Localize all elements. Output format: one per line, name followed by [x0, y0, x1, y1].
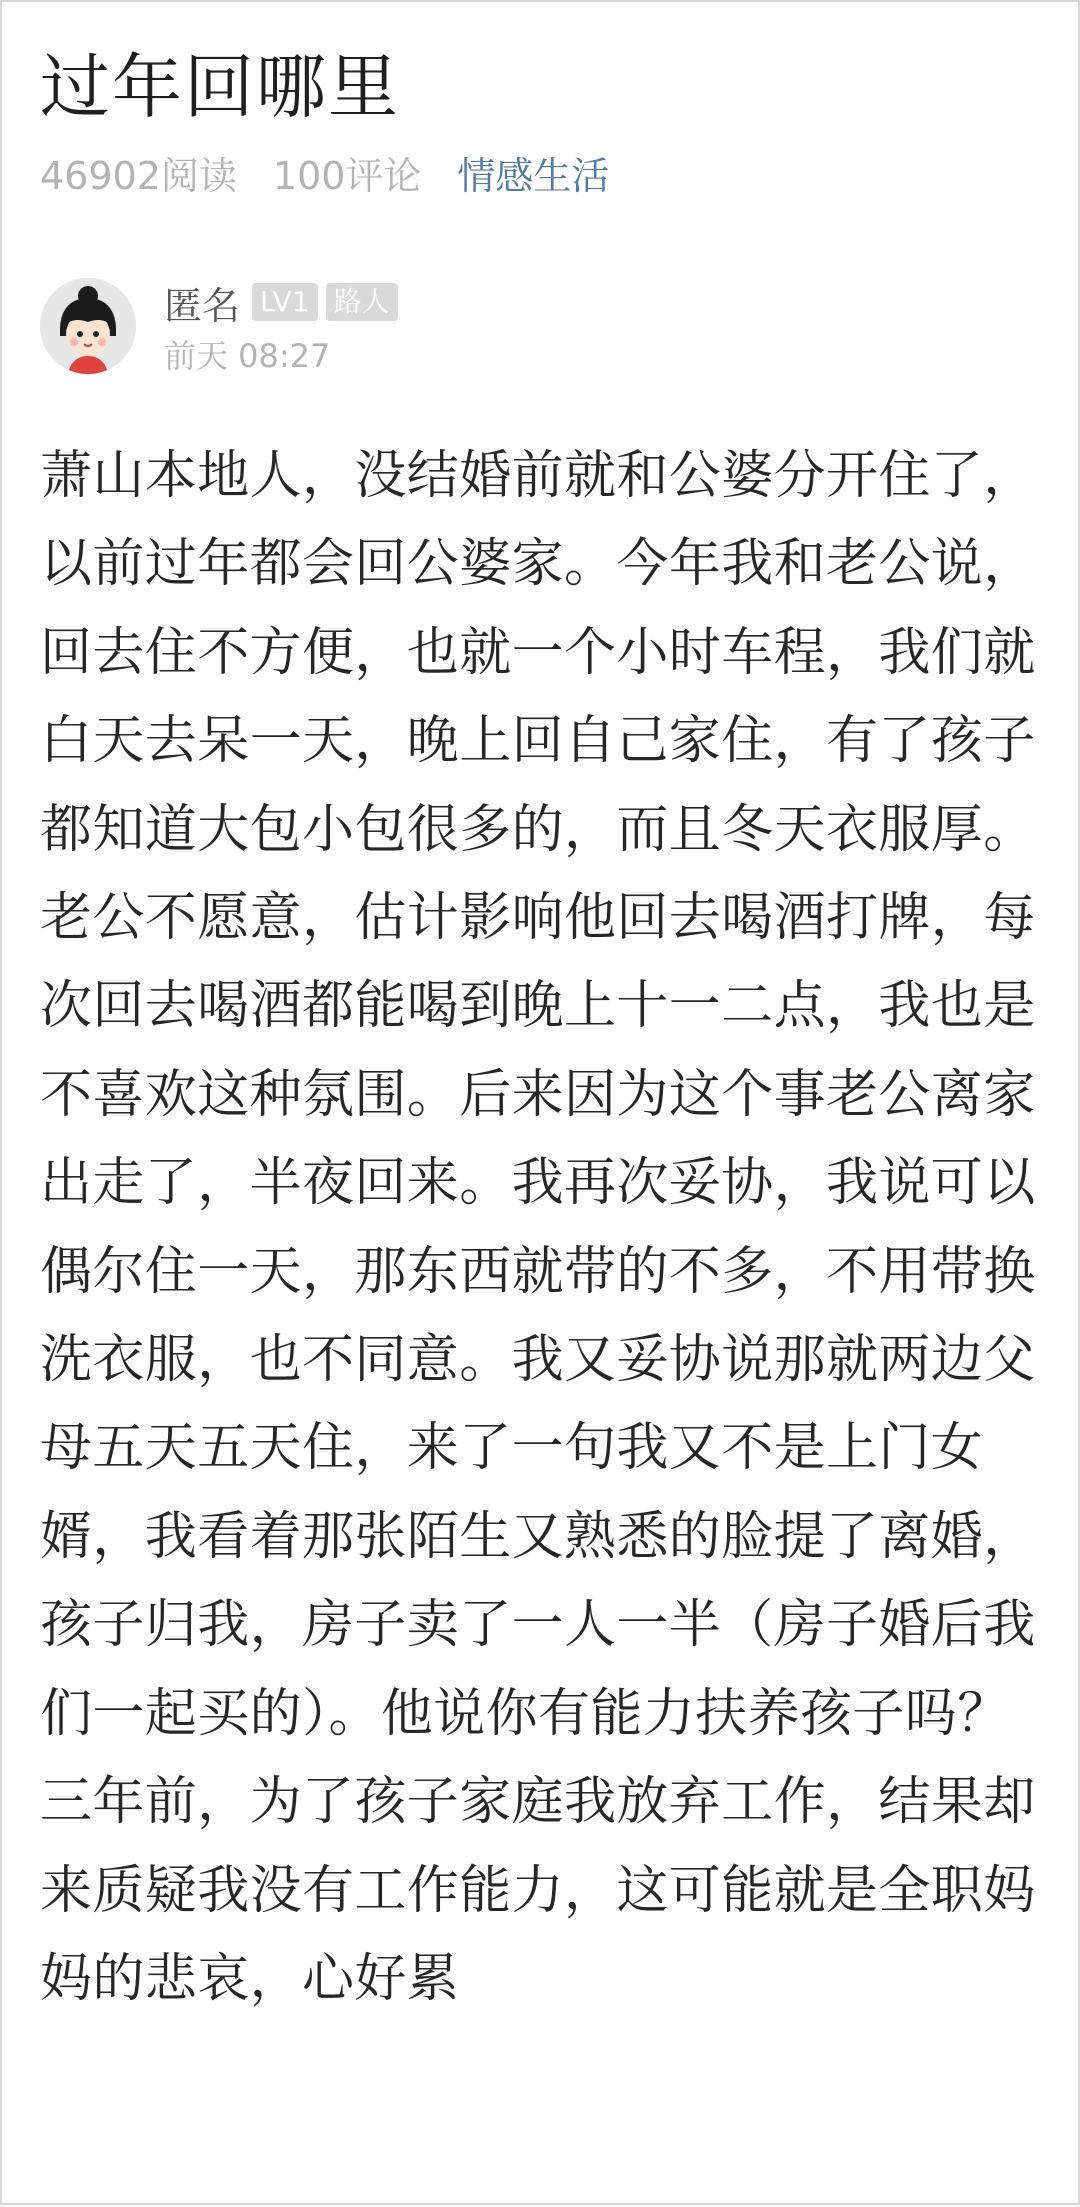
category-link[interactable]: 情感生活 [457, 154, 610, 198]
read-count: 46902阅读 [40, 154, 237, 198]
author-name-row [164, 274, 406, 330]
cartoon-girl-avatar-icon[interactable] [40, 278, 136, 374]
avatar-illustration [40, 278, 136, 374]
level-badge: LV1 [252, 283, 318, 321]
post-meta [40, 146, 609, 206]
post-content: 萧山本地人，没结婚前就和公婆分开住了，以前过年都会回公婆家。今年我和老公说，回去住不方便，也就一个小时车程，我们就白天去呆一天，晚上回自己家住，有了孩子都知道大包小包很多的，而且冬天衣服厚。老公不愿意，估计影响他回去喝酒打牌，每次回去喝酒都能喝到晚上十一二点，我也是不喜欢这种氛围。后来因为这个事老公离家出走了，半夜回来。我再次妥协，我说可以偶尔住一天，那东西就带的不多，不用带换洗衣服，也不同意。我又妥协说那就两边父母五天五天住，来了一句我又不是上门女婿，我看着那张陌生又熟悉的脸提了离婚，孩子归我，房子卖了一人一半（房子婚后我们一起买的）。他说你有能力扶养孩子吗？三年前，为了孩子家庭我放弃工作，结果却来质疑我没有工作能力，这可能就是全职妈妈的悲哀，心好累 [40, 446, 1036, 2009]
author-name[interactable]: 匿名 [164, 283, 241, 328]
rank-badge: 路人 [326, 283, 398, 321]
author-block [40, 274, 1040, 386]
post-title: 过年回哪里 [40, 46, 400, 128]
post-page [2, 2, 1080, 2207]
comment-count[interactable]: 100评论 [272, 154, 422, 198]
post-time: 前天 08:27 [164, 337, 331, 375]
